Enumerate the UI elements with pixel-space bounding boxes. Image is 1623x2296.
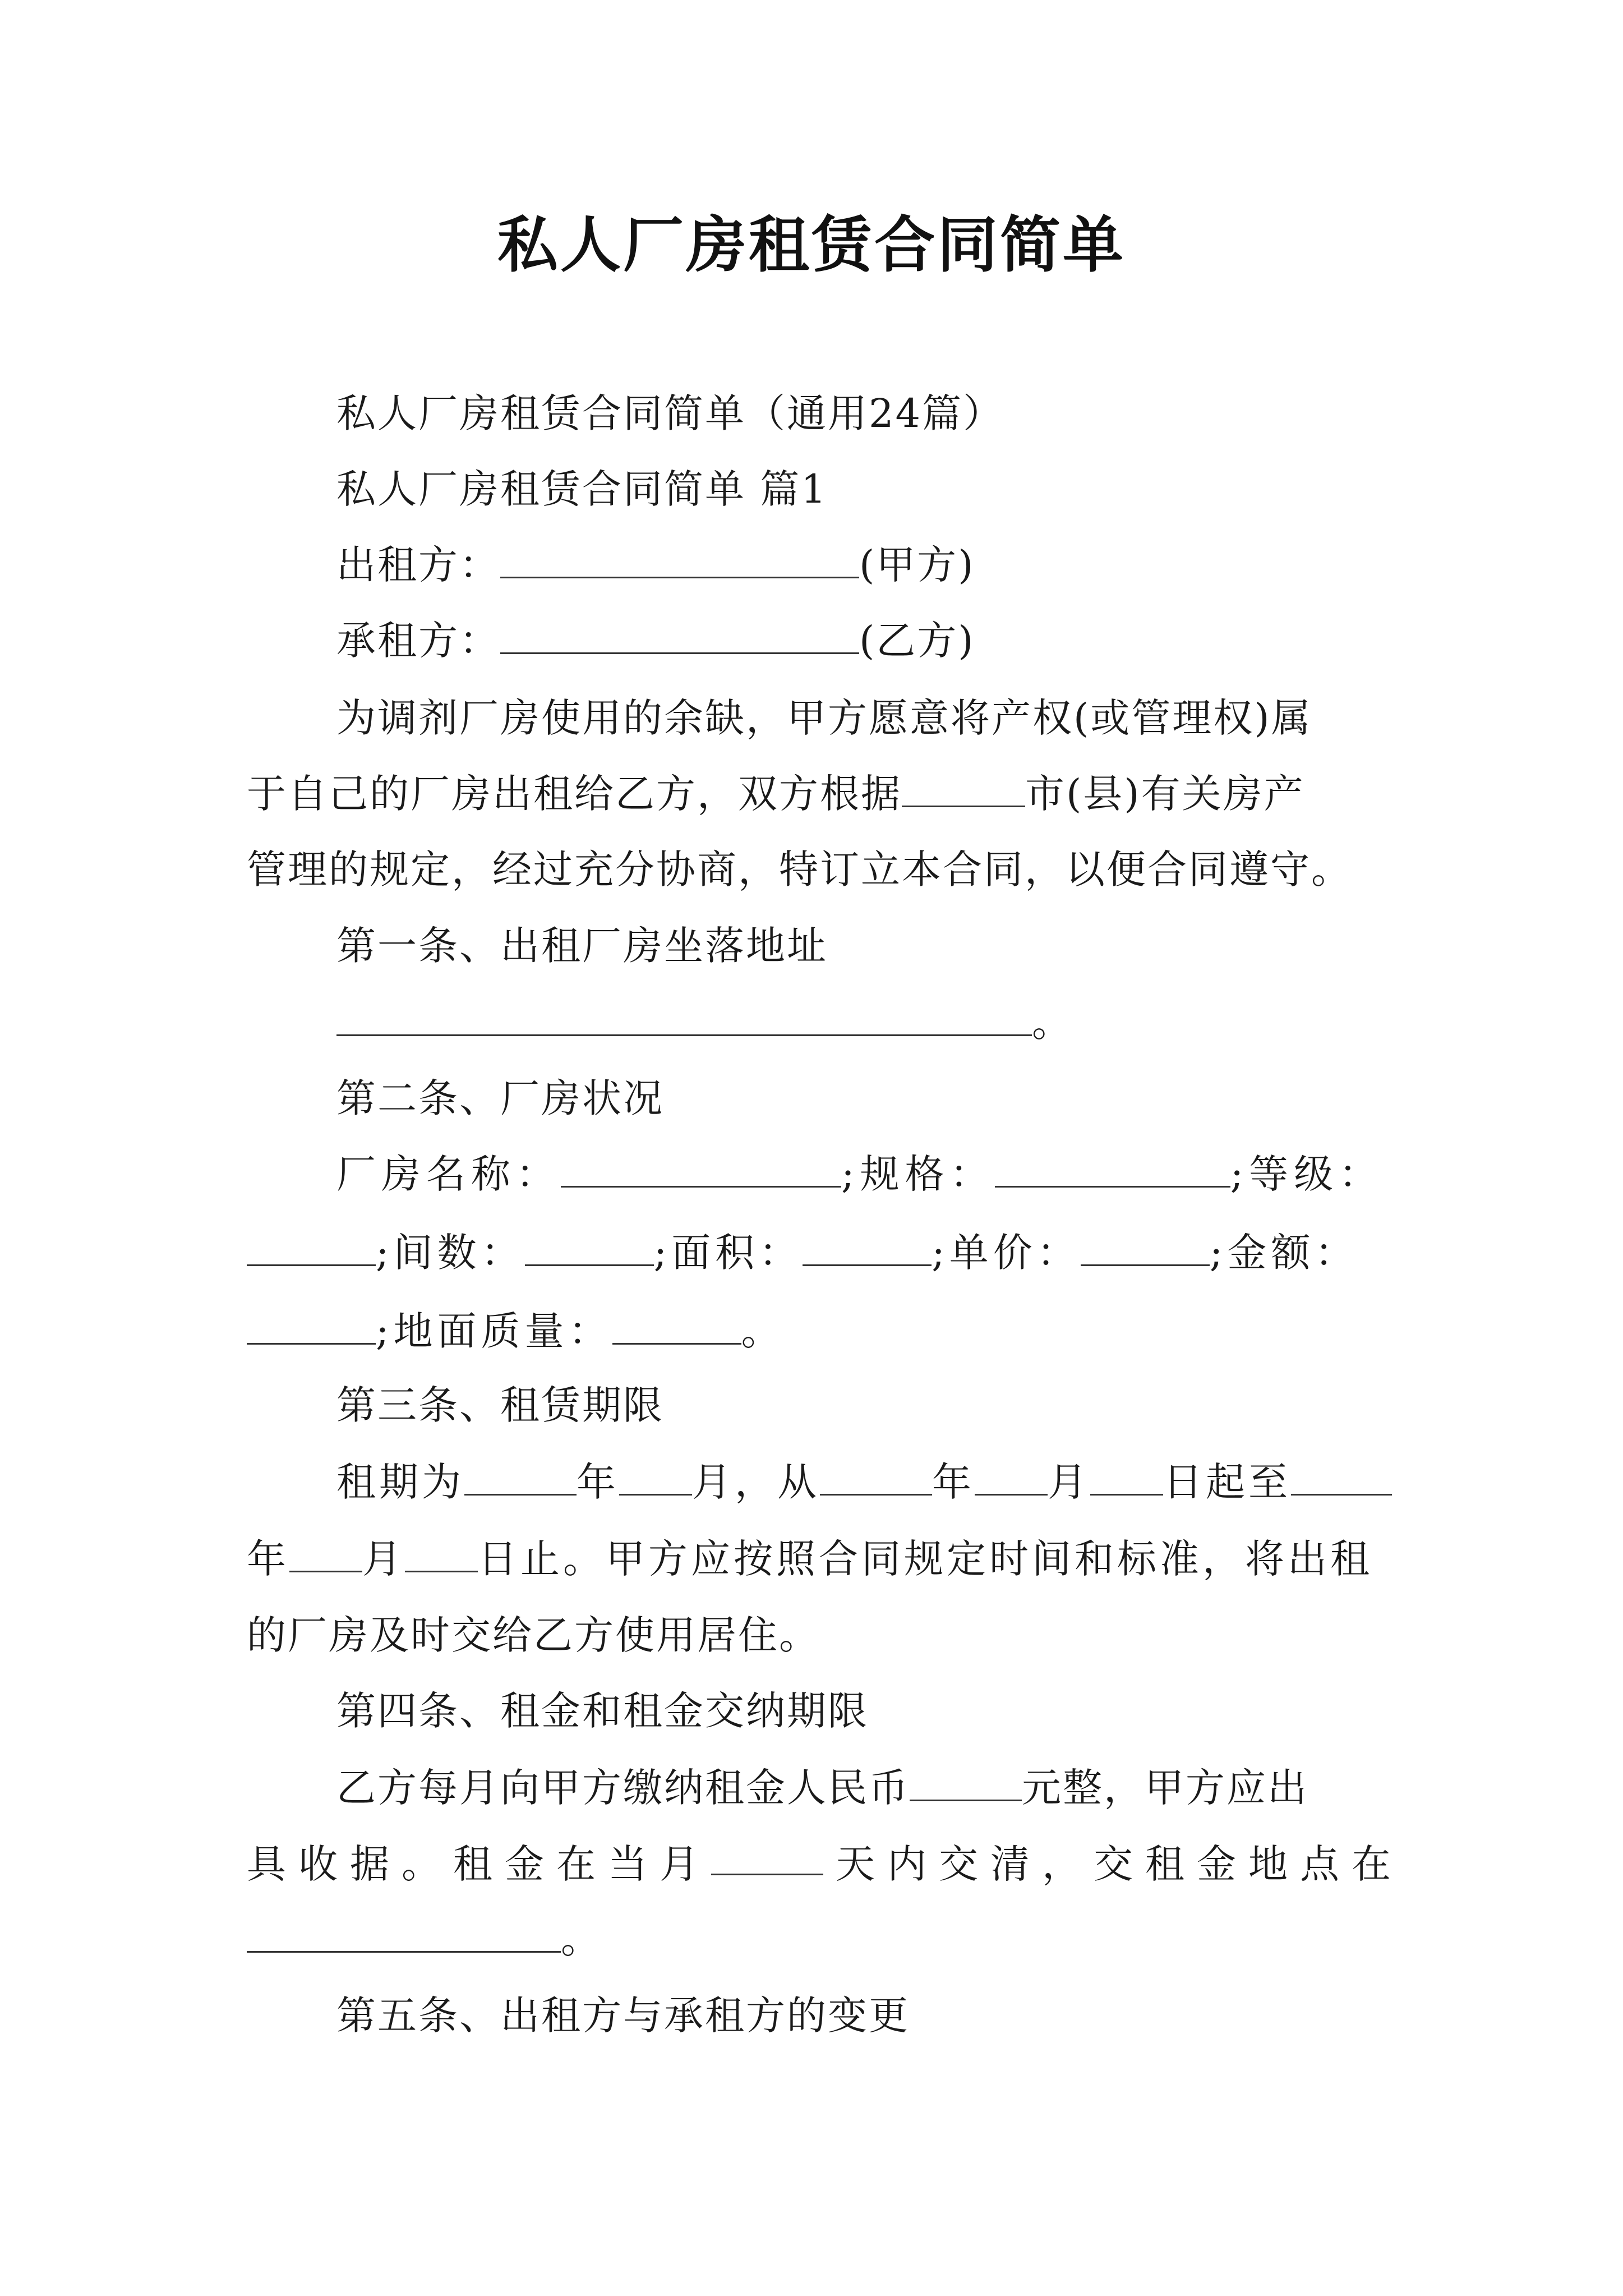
end-month: 月 <box>362 1536 405 1582</box>
grade-blank[interactable] <box>247 1230 376 1266</box>
rent-days-blank[interactable] <box>711 1839 823 1875</box>
rent-char: ， <box>1042 1841 1081 1887</box>
grade-label: ;等级： <box>1230 1151 1384 1197</box>
term-months-blank[interactable] <box>619 1459 692 1496</box>
intro-line-2 <box>247 769 1305 819</box>
article-3-heading: 第三条、租赁期限 <box>336 1382 664 1428</box>
area-label: ;面积： <box>653 1230 803 1276</box>
factory-name-label: 厂房名称： <box>336 1151 561 1197</box>
term-month: 月 <box>692 1459 735 1505</box>
rent-char: 内 <box>887 1841 926 1887</box>
intro-text-b: 市(县)有关房产 <box>1025 771 1305 817</box>
rent-char: 收 <box>298 1841 338 1887</box>
rent-char: 在 <box>1352 1841 1391 1887</box>
start-year-blank[interactable] <box>820 1459 932 1496</box>
rent-char: 地 <box>1248 1841 1288 1887</box>
intro-text-a: 于自己的厂房出租给乙方，双方根据 <box>247 771 902 817</box>
section-heading: 私人厂房租赁合同简单 篇1 <box>336 466 828 512</box>
address-blank[interactable] <box>336 1000 1032 1036</box>
lessor-label: 出租方： <box>336 542 500 588</box>
rent-char: 据 <box>350 1841 389 1887</box>
rent-place-blank[interactable] <box>247 1916 561 1953</box>
lessor-line <box>336 540 975 590</box>
start-month-blank[interactable] <box>975 1459 1048 1496</box>
spec-blank[interactable] <box>995 1151 1230 1188</box>
lessor-party: (甲方) <box>859 542 975 588</box>
term-line-2 <box>247 1534 1373 1584</box>
article-2-heading: 第二条、厂房状况 <box>336 1075 664 1121</box>
rent-char: 天 <box>836 1841 875 1887</box>
address-line <box>336 997 1073 1048</box>
term-years-blank[interactable] <box>464 1459 577 1496</box>
rent-char: 清 <box>990 1841 1030 1887</box>
floor-label: ;地面质量： <box>376 1308 612 1354</box>
rent-char: 月 <box>660 1841 699 1887</box>
city-blank[interactable] <box>902 771 1025 807</box>
article-1-heading: 第一条、出租厂房坐落地址 <box>336 923 828 969</box>
end-year: 年 <box>247 1536 289 1582</box>
rent-line-2 <box>247 1839 1391 1889</box>
lessee-blank[interactable] <box>500 618 859 654</box>
end-year-blank[interactable] <box>1291 1459 1392 1496</box>
spec-label: ;规格： <box>841 1151 995 1197</box>
rent-amount-blank[interactable] <box>910 1765 1022 1801</box>
article-5-heading: 第五条、出租方与承租方的变更 <box>336 1993 910 2039</box>
rent-char: 金 <box>1197 1841 1236 1887</box>
end-day-blank[interactable] <box>405 1536 478 1572</box>
rent-char: 租 <box>1145 1841 1184 1887</box>
price-blank[interactable] <box>1081 1230 1210 1266</box>
rent-char: 租 <box>453 1841 492 1887</box>
rent-char: 交 <box>939 1841 978 1887</box>
rent-text-b: 元整，甲方应出 <box>1022 1765 1308 1811</box>
term-line-1 <box>336 1457 1392 1507</box>
intro-line-1: 为调剂厂房使用的余缺，甲方愿意将产权(或管理权)属 <box>336 695 1312 741</box>
rent-char: 具 <box>247 1841 286 1887</box>
document-subtitle: 私人厂房租赁合同简单（通用24篇） <box>336 390 1004 436</box>
start-month: 月 <box>1048 1459 1090 1505</box>
rooms-label: ;间数： <box>376 1230 525 1276</box>
amount-label: ;金额： <box>1209 1230 1359 1276</box>
rent-char: 在 <box>556 1841 596 1887</box>
rent-char: 金 <box>505 1841 544 1887</box>
rent-char: 点 <box>1300 1841 1339 1887</box>
day-end-text: 日止。甲方应按照合同规定时间和标准，将出租 <box>478 1536 1373 1582</box>
floor-end: 。 <box>741 1308 785 1354</box>
floor-blank[interactable] <box>612 1308 741 1345</box>
rent-char: 当 <box>608 1841 647 1887</box>
rent-line-3 <box>247 1914 602 1964</box>
document-title: 私人厂房租赁合同简单 <box>497 210 1126 280</box>
rent-line-1 <box>336 1763 1308 1813</box>
price-label: ;单价： <box>932 1230 1081 1276</box>
rent-char: 交 <box>1094 1841 1133 1887</box>
amount-blank[interactable] <box>247 1308 376 1345</box>
lessor-blank[interactable] <box>500 542 859 578</box>
end-month-blank[interactable] <box>289 1536 362 1572</box>
lessee-party: (乙方) <box>859 618 975 664</box>
factory-status-line-3 <box>247 1306 785 1356</box>
rent-char: 。 <box>402 1841 441 1887</box>
term-line-3: 的厂房及时交给乙方使用居住。 <box>247 1612 820 1658</box>
start-year: 年 <box>932 1459 975 1505</box>
rooms-blank[interactable] <box>525 1230 654 1266</box>
factory-name-blank[interactable] <box>561 1151 841 1188</box>
day-to: 日起至 <box>1163 1459 1291 1505</box>
rent-text-a: 乙方每月向甲方缴纳租金人民币 <box>336 1765 910 1811</box>
address-end: 。 <box>1032 1000 1073 1046</box>
term-label: 租期为 <box>336 1459 464 1505</box>
article-4-heading: 第四条、租金和租金交纳期限 <box>336 1688 869 1734</box>
term-from: ，从 <box>735 1459 820 1505</box>
factory-status-line-1 <box>336 1149 1384 1199</box>
term-year: 年 <box>577 1459 619 1505</box>
lessee-line <box>336 615 975 666</box>
factory-status-line-2 <box>247 1227 1358 1278</box>
intro-line-3: 管理的规定，经过充分协商，特订立本合同，以便合同遵守。 <box>247 846 1352 892</box>
area-blank[interactable] <box>803 1230 932 1266</box>
start-day-blank[interactable] <box>1090 1459 1163 1496</box>
lessee-label: 承租方： <box>336 618 500 664</box>
rent-place-end: 。 <box>561 1916 602 1962</box>
